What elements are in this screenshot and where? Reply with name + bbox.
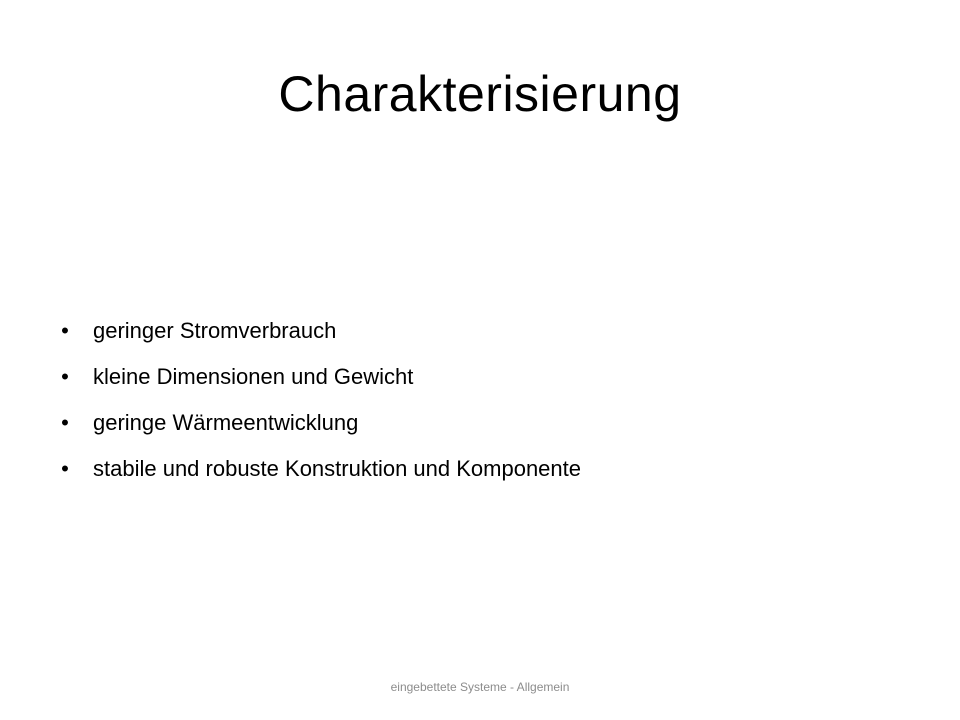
bullet-item: [58, 400, 918, 446]
bullet-item: [58, 354, 918, 400]
bullet-text: geringe Wärmeentwicklung: [93, 410, 359, 435]
bullet-item: [58, 446, 918, 492]
bullet-icon: •: [61, 364, 69, 389]
bullet-icon: •: [61, 318, 69, 343]
slide-title: Charakterisierung: [278, 66, 682, 122]
bullet-icon: •: [61, 410, 69, 435]
bullet-item: [58, 308, 918, 354]
slide-footer: eingebettete Systeme - Allgemein: [390, 680, 570, 694]
bullet-text: kleine Dimensionen und Gewicht: [93, 364, 414, 389]
bullet-list: [58, 308, 918, 492]
bullet-icon: •: [61, 456, 69, 481]
bullet-text: stabile und robuste Konstruktion und Komponente: [93, 456, 581, 481]
bullet-text: geringer Stromverbrauch: [93, 318, 337, 343]
